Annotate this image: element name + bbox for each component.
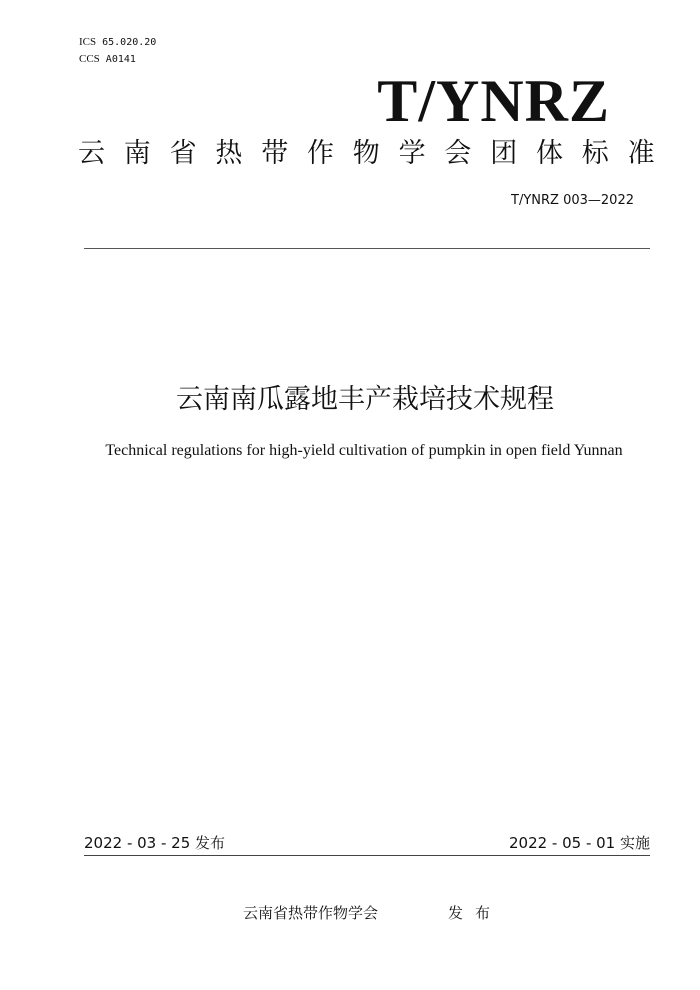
- ics-row: [79, 34, 156, 51]
- document-title-cn: 云南南瓜露地丰产栽培技术规程: [176, 384, 554, 415]
- ccs-row: [79, 51, 156, 68]
- ics-value: 65.020.20: [102, 37, 157, 48]
- classification-codes: [79, 34, 156, 68]
- standard-logo: T/YNRZ: [377, 68, 610, 134]
- organization-standard-heading: 云南省热带作物学会团体标准: [78, 138, 674, 169]
- issue-label: 发布: [448, 904, 503, 922]
- header-divider: [84, 248, 650, 249]
- ics-label: ICS: [79, 36, 97, 48]
- ccs-value: A0141: [105, 54, 136, 65]
- publish-date: 2022 - 03 - 25 发布: [84, 834, 226, 852]
- footer-divider: [84, 855, 650, 856]
- document-title-en: Technical regulations for high-yield cultivation of pumpkin in open field Yunnan: [105, 442, 623, 459]
- standard-number: T/YNRZ 003—2022: [511, 193, 634, 208]
- ccs-label: CCS: [79, 53, 100, 65]
- implement-date: 2022 - 05 - 01 实施: [508, 834, 650, 852]
- issuing-organization: 云南省热带作物学会: [243, 904, 379, 922]
